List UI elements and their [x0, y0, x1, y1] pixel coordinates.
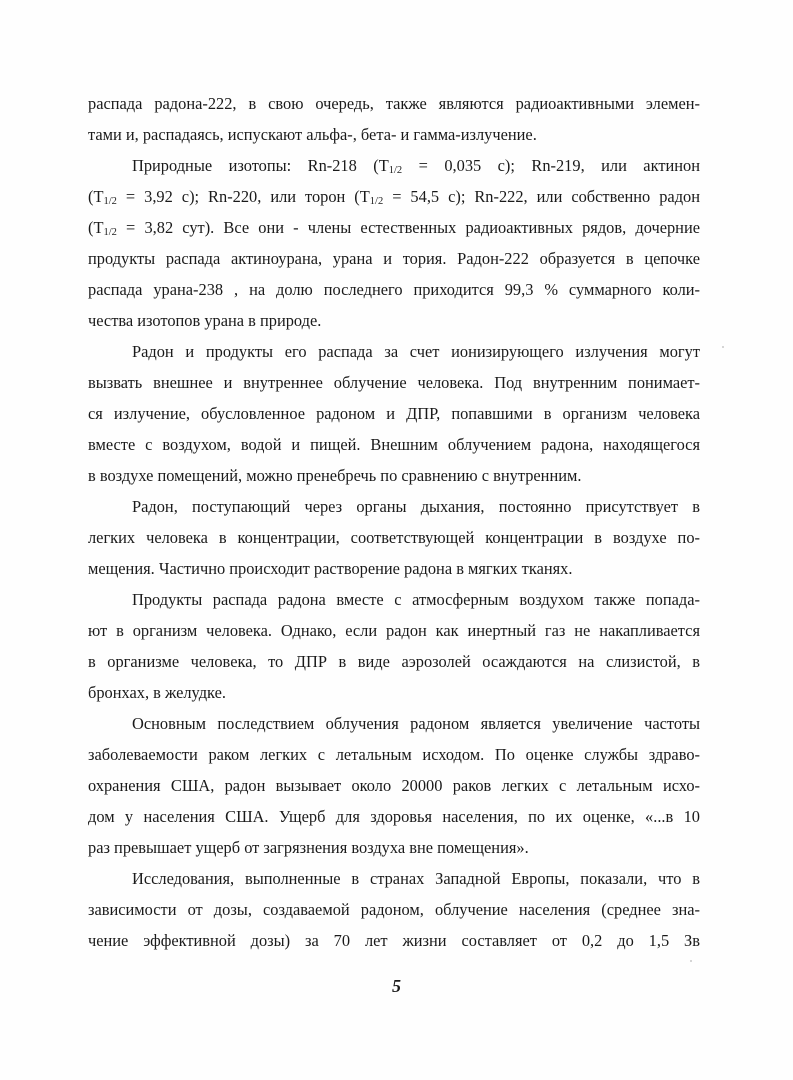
text-line: мещения. Частично происходит растворение радона в мягких тканях. — [88, 559, 573, 578]
scan-speck — [722, 346, 724, 348]
text-line: дом у населения США. Ущерб для здоровья населения, по их оценке, «...в 10 — [88, 807, 700, 826]
text-line: вместе с воздухом, водой и пищей. Внешним облучением радона, находящегося — [88, 435, 700, 454]
text-line: тами и, распадаясь, испускают альфа-, бета- и гамма-излучение. — [88, 125, 537, 144]
text-line: ся излучение, обусловленное радоном и ДПР, попавшими в организм человека — [88, 404, 700, 423]
text-line: охранения США, радон вызывает около 20000 раков легких с летальным исхо- — [88, 776, 700, 795]
page-number: 5 — [392, 976, 401, 996]
text-line: Продукты распада радона вместе с атмосферным воздухом также попада- — [132, 590, 700, 609]
text-line: ($T_{1/2} = 3,92$ с); Rn-220, или торон ($T_{1/2} = 54,5$ с); Rn-222, или собственно радон — [88, 187, 700, 207]
text-line: бронхах, в желудке. — [88, 683, 226, 702]
text-line: Радон, поступающий через органы дыхания, постоянно присутствует в — [132, 497, 700, 516]
text-line: раз превышает ущерб от загрязнения воздуха вне помещения». — [88, 838, 529, 857]
text-line: Основным последствием облучения радоном является увеличение частоты — [132, 714, 700, 733]
text-line: распада урана-238 , на долю последнего приходится 99,3 % суммарного коли- — [88, 280, 700, 299]
text-line: в воздухе помещений, можно пренебречь по сравнению с внутренним. — [88, 466, 582, 485]
text-line: ют в организм человека. Однако, если радон как инертный газ не накапливается — [88, 621, 700, 640]
text-line: вызвать внешнее и внутреннее облучение человека. Под внутренним понимает- — [88, 373, 700, 392]
text-line: распада радона-222, в свою очередь, также являются радиоактивными элемен- — [88, 94, 700, 113]
text-line: Исследования, выполненные в странах Западной Европы, показали, что в — [132, 869, 700, 888]
scan-speck — [690, 960, 692, 962]
text-line: заболеваемости раком легких с летальным исходом. По оценке службы здраво- — [88, 745, 700, 764]
text-line: Природные изотопы: Rn-218 ($T_{1/2} = 0,035$ с); Rn-219, или актинон — [132, 156, 701, 176]
text-line: в организме человека, то ДПР в виде аэрозолей осаждаются на слизистой, в — [88, 652, 700, 671]
text-line: зависимости от дозы, создаваемой радоном, облучение населения (среднее зна- — [88, 900, 700, 919]
text-line: Радон и продукты его распада за счет ионизирующего излучения могут — [132, 342, 700, 361]
text-line: чества изотопов урана в природе. — [88, 311, 322, 330]
text-line: легких человека в концентрации, соответствующей концентрации в воздухе по- — [88, 528, 700, 547]
text-line: чение эффективной дозы) за 70 лет жизни составляет от 0,2 до 1,5 Зв — [88, 931, 700, 950]
text-line: продукты распада актиноурана, урана и тория. Радон-222 образуется в цепочке — [88, 249, 700, 268]
text-line: ($T_{1/2} = 3,82$ сут). Все они - члены естественных радиоактивных рядов, дочерние — [88, 218, 700, 238]
